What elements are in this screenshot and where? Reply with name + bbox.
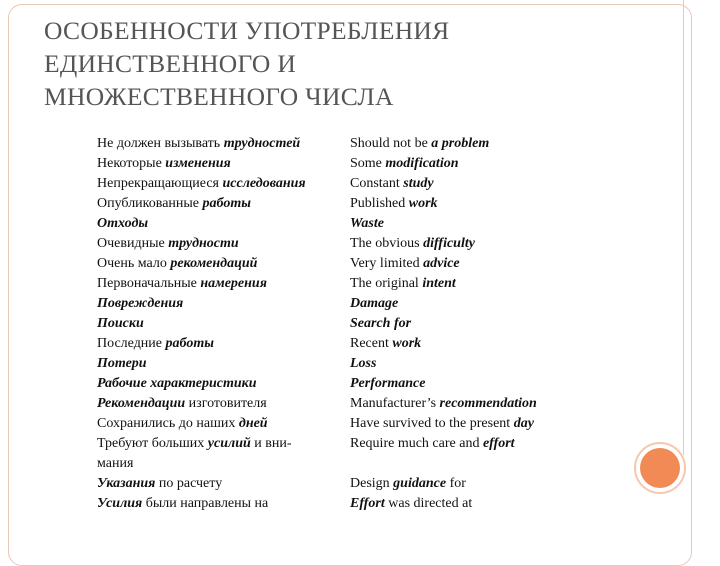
english-phrase — [350, 154, 459, 174]
ru-em-text: Указания — [97, 476, 156, 491]
ru-pre-text: Не должен вызывать — [97, 136, 224, 151]
russian-phrase — [97, 374, 257, 394]
ru-em-text: Повреждения — [97, 296, 184, 311]
russian-phrase — [97, 474, 222, 494]
en-em-text: recommendation — [439, 396, 537, 411]
en-pre-text: Constant — [350, 176, 404, 191]
en-em-text: work — [392, 336, 422, 351]
decorative-orange-dot — [640, 448, 680, 488]
en-pre-text: Have survived to the present — [350, 416, 514, 431]
russian-phrase — [97, 494, 268, 514]
en-em-text: Search for — [350, 316, 412, 331]
russian-phrase — [97, 354, 147, 374]
russian-phrase — [97, 254, 257, 274]
ru-pre-text: Первоначальные — [97, 276, 201, 291]
ru-em-text: работы — [165, 336, 214, 351]
russian-phrase — [97, 394, 267, 414]
ru-em-text: трудности — [168, 236, 239, 251]
ru-post-text: изготовителя — [185, 396, 267, 411]
english-phrase — [350, 434, 515, 454]
title-line-3: МНОЖЕСТВЕННОГО ЧИСЛА — [44, 82, 394, 111]
en-pre-text: Design — [350, 476, 394, 491]
english-phrase — [350, 194, 438, 214]
english-phrase — [350, 374, 425, 394]
en-pre-text: Should not be — [350, 136, 432, 151]
ru-post-text: были направлены на — [142, 496, 269, 511]
russian-phrase — [97, 334, 214, 354]
english-phrase — [350, 134, 489, 154]
russian-phrase — [97, 294, 183, 314]
ru-pre-text: мания — [97, 456, 134, 471]
russian-phrase — [97, 194, 251, 214]
en-em-text: guidance — [393, 476, 447, 491]
en-pre-text: Some — [350, 156, 386, 171]
en-em-text: difficulty — [423, 236, 475, 251]
en-em-text: Loss — [350, 356, 377, 371]
english-phrase — [350, 334, 421, 354]
en-post-text: for — [446, 476, 466, 491]
ru-em-text: Отходы — [97, 216, 149, 231]
ru-post-text: по расчету — [155, 476, 223, 491]
russian-phrase — [97, 414, 268, 434]
title-line-2: ЕДИНСТВЕННОГО И — [44, 49, 297, 78]
english-phrase — [350, 314, 411, 334]
english-phrase — [350, 234, 475, 254]
ru-em-text: изменения — [165, 156, 231, 171]
en-em-text: advice — [423, 256, 460, 271]
ru-pre-text: Опубликованные — [97, 196, 203, 211]
english-phrase — [350, 254, 460, 274]
en-em-text: Effort — [350, 496, 385, 511]
en-em-text: modification — [385, 156, 459, 171]
english-phrase — [350, 214, 384, 234]
english-phrase — [350, 494, 472, 514]
slide-side-line — [683, 0, 684, 455]
russian-phrase — [97, 134, 300, 154]
ru-pre-text: Очевидные — [97, 236, 169, 251]
en-em-text: Performance — [350, 376, 426, 391]
en-em-text: a problem — [431, 136, 490, 151]
ru-pre-text: Требуют больших — [97, 436, 208, 451]
ru-pre-text: Некоторые — [97, 156, 166, 171]
en-pre-text: The original — [350, 276, 423, 291]
en-pre-text: The obvious — [350, 236, 424, 251]
ru-pre-text: Очень мало — [97, 256, 171, 271]
ru-em-text: трудностей — [223, 136, 301, 151]
russian-phrase — [97, 214, 148, 234]
english-phrase — [350, 294, 398, 314]
en-post-text: was directed at — [384, 496, 473, 511]
en-pre-text: Published — [350, 196, 409, 211]
ru-pre-text: Непрекращающиеся — [97, 176, 223, 191]
ru-em-text: Усилия — [97, 496, 143, 511]
ru-em-text: усилий — [207, 436, 251, 451]
ru-pre-text: Последние — [97, 336, 166, 351]
en-em-text: Damage — [350, 296, 399, 311]
russian-phrase — [97, 434, 292, 454]
russian-phrase — [97, 314, 144, 334]
en-em-text: study — [403, 176, 434, 191]
russian-phrase — [97, 174, 306, 194]
en-em-text: work — [408, 196, 438, 211]
ru-em-text: намерения — [200, 276, 267, 291]
russian-phrase — [97, 154, 231, 174]
en-pre-text: Recent — [350, 336, 393, 351]
en-em-text: day — [513, 416, 534, 431]
ru-em-text: Поиски — [97, 316, 144, 331]
en-em-text: effort — [482, 436, 515, 451]
ru-em-text: работы — [202, 196, 251, 211]
ru-em-text: Потери — [97, 356, 147, 371]
english-phrase — [350, 394, 537, 414]
title-line-1: ОСОБЕННОСТИ УПОТРЕБЛЕНИЯ — [44, 16, 450, 45]
english-phrase — [350, 414, 534, 434]
english-phrase — [350, 474, 466, 494]
en-pre-text: Manufacturer’s — [350, 396, 440, 411]
russian-phrase — [97, 454, 133, 474]
slide-title — [44, 14, 604, 113]
english-phrase — [350, 354, 376, 374]
en-pre-text: Very limited — [350, 256, 424, 271]
ru-em-text: Рабочие характеристики — [97, 376, 257, 391]
ru-pre-text: Сохранились до наших — [97, 416, 239, 431]
russian-phrase — [97, 234, 239, 254]
ru-em-text: рекомендаций — [170, 256, 258, 271]
russian-phrase — [97, 274, 267, 294]
english-phrase — [350, 174, 434, 194]
en-em-text: intent — [422, 276, 456, 291]
english-phrase — [350, 274, 456, 294]
ru-em-text: Рекомендации — [97, 396, 186, 411]
ru-em-text: дней — [238, 416, 268, 431]
ru-em-text: исследования — [222, 176, 306, 191]
en-pre-text: Require much care and — [350, 436, 483, 451]
ru-post-text: и вни- — [250, 436, 292, 451]
en-em-text: Waste — [350, 216, 384, 231]
